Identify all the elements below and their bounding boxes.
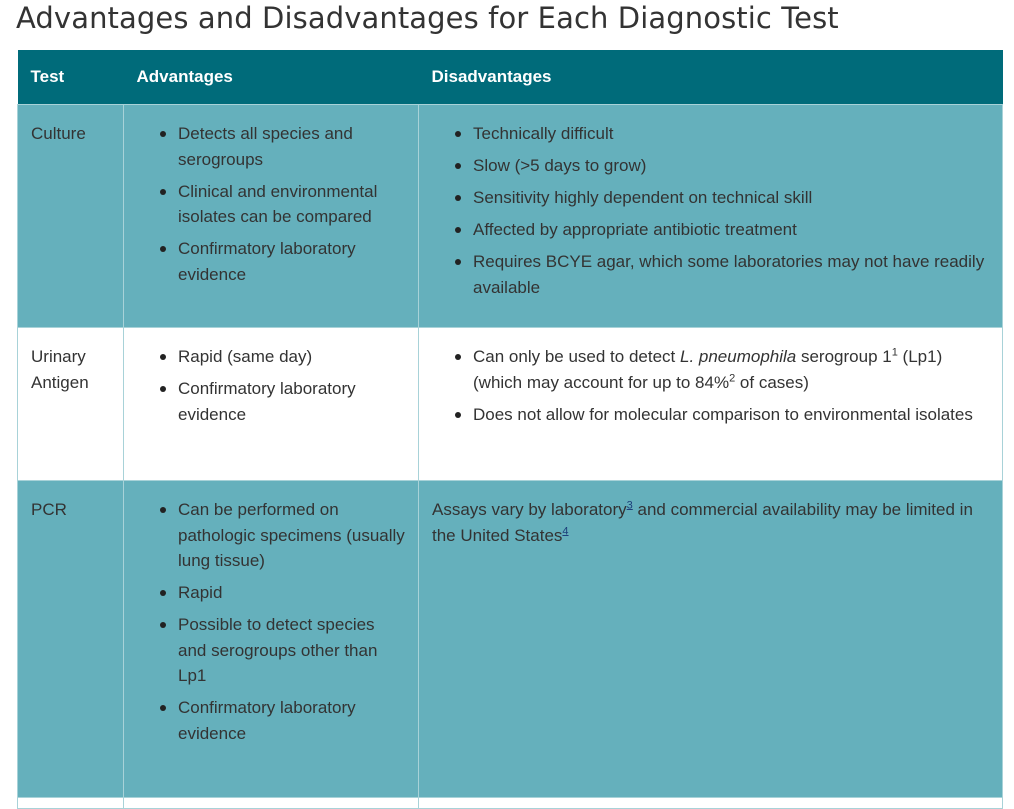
list-item-text: Confirmatory laboratory evidence <box>178 379 356 424</box>
disadvantages-cell <box>419 105 1003 328</box>
table-row-culture <box>18 105 1003 328</box>
disadvantages-cell <box>419 328 1003 481</box>
table-cell <box>419 798 1003 809</box>
bullet-icon <box>160 507 166 513</box>
list-item <box>473 217 989 243</box>
bullet-icon <box>160 131 166 137</box>
list-item <box>473 344 989 395</box>
list-item <box>178 612 405 689</box>
bullet-icon <box>160 354 166 360</box>
footnote-link-3[interactable]: 3 <box>626 499 633 512</box>
table-row-next <box>18 798 1003 809</box>
list-item <box>178 695 405 746</box>
test-name-cell: PCR <box>18 481 124 798</box>
disadvantages-list <box>432 121 989 300</box>
bullet-icon <box>455 412 461 418</box>
superscript-ref: 1 <box>891 346 898 359</box>
page-title: Advantages and Disadvantages for Each Diagnostic Test <box>16 1 839 35</box>
list-item <box>473 402 989 428</box>
table-row-pcr <box>18 481 1003 798</box>
bullet-icon <box>455 131 461 137</box>
list-item <box>473 121 989 147</box>
column-header-advantages: Advantages <box>124 50 419 105</box>
bullet-icon <box>160 622 166 628</box>
bullet-icon <box>455 354 461 360</box>
footnote-link-4[interactable]: 4 <box>562 524 569 537</box>
bullet-icon <box>455 259 461 265</box>
diagnostic-test-table <box>17 50 1003 809</box>
table-header-row <box>18 50 1003 105</box>
bullet-icon <box>455 163 461 169</box>
bullet-icon <box>160 590 166 596</box>
species-name: L. pneumophila <box>679 347 797 366</box>
list-item-text: Rapid <box>178 583 223 602</box>
list-item-text: Confirmatory laboratory evidence <box>178 698 356 743</box>
advantages-cell <box>124 328 419 481</box>
list-item <box>178 121 405 172</box>
table-cell <box>18 798 124 809</box>
advantages-cell <box>124 105 419 328</box>
bullet-icon <box>455 227 461 233</box>
list-item <box>178 344 405 370</box>
list-item <box>473 153 989 179</box>
list-item-text: Does not allow for molecular comparison to environmental isolates <box>473 404 973 424</box>
list-item <box>178 497 405 574</box>
list-item-text: Can only be used to detect L. pneumophila serogroup $1^1$ (Lp1) (which may account for up to 84%$^2$ of cases) <box>473 346 943 392</box>
list-item-text: Confirmatory laboratory evidence <box>178 239 356 284</box>
list-item-text: Possible to detect species and serogroups other than Lp1 <box>178 615 378 685</box>
list-item-text: Rapid (same day) <box>178 347 313 366</box>
bullet-icon <box>160 705 166 711</box>
disadvantages-cell <box>419 481 1003 798</box>
disadvantages-list <box>432 344 989 427</box>
bullet-icon <box>160 246 166 252</box>
list-item <box>473 185 989 211</box>
list-item <box>178 376 405 427</box>
column-header-test: Test <box>18 50 124 105</box>
bullet-icon <box>160 386 166 392</box>
advantages-list <box>137 121 405 287</box>
bullet-icon <box>455 195 461 201</box>
list-item-text: Affected by appropriate antibiotic treatment <box>473 220 797 239</box>
list-item-text: Slow (>5 days to grow) <box>473 156 647 175</box>
list-item-text: Clinical and environmental isolates can be compared <box>178 181 378 226</box>
list-item-text: Technically difficult <box>473 124 614 143</box>
test-name-cell: Culture <box>18 105 124 328</box>
list-item-text: Requires BCYE agar, which some laboratories may not have readily available <box>473 252 985 297</box>
list-item-text: Sensitivity highly dependent on technical skill <box>473 188 813 207</box>
list-item <box>178 179 405 230</box>
disadvantages-text: Assays vary by laboratory$^3$ and commercial availability may be limited in the United States$^4$ <box>432 499 973 545</box>
table-cell <box>124 798 419 809</box>
test-name-cell: Urinary Antigen <box>18 328 124 481</box>
column-header-disadvantages: Disadvantages <box>419 50 1003 105</box>
superscript-ref: 2 <box>729 371 736 384</box>
advantages-list <box>137 344 405 427</box>
table-row-urinary-antigen <box>18 328 1003 481</box>
advantages-list <box>137 497 405 746</box>
list-item <box>178 580 405 606</box>
list-item <box>473 249 989 300</box>
list-item-text: Detects all species and serogroups <box>178 124 353 169</box>
list-item <box>178 236 405 287</box>
list-item-text: Can be performed on pathologic specimens (usually lung tissue) <box>178 500 405 570</box>
bullet-icon <box>160 189 166 195</box>
advantages-cell <box>124 481 419 798</box>
